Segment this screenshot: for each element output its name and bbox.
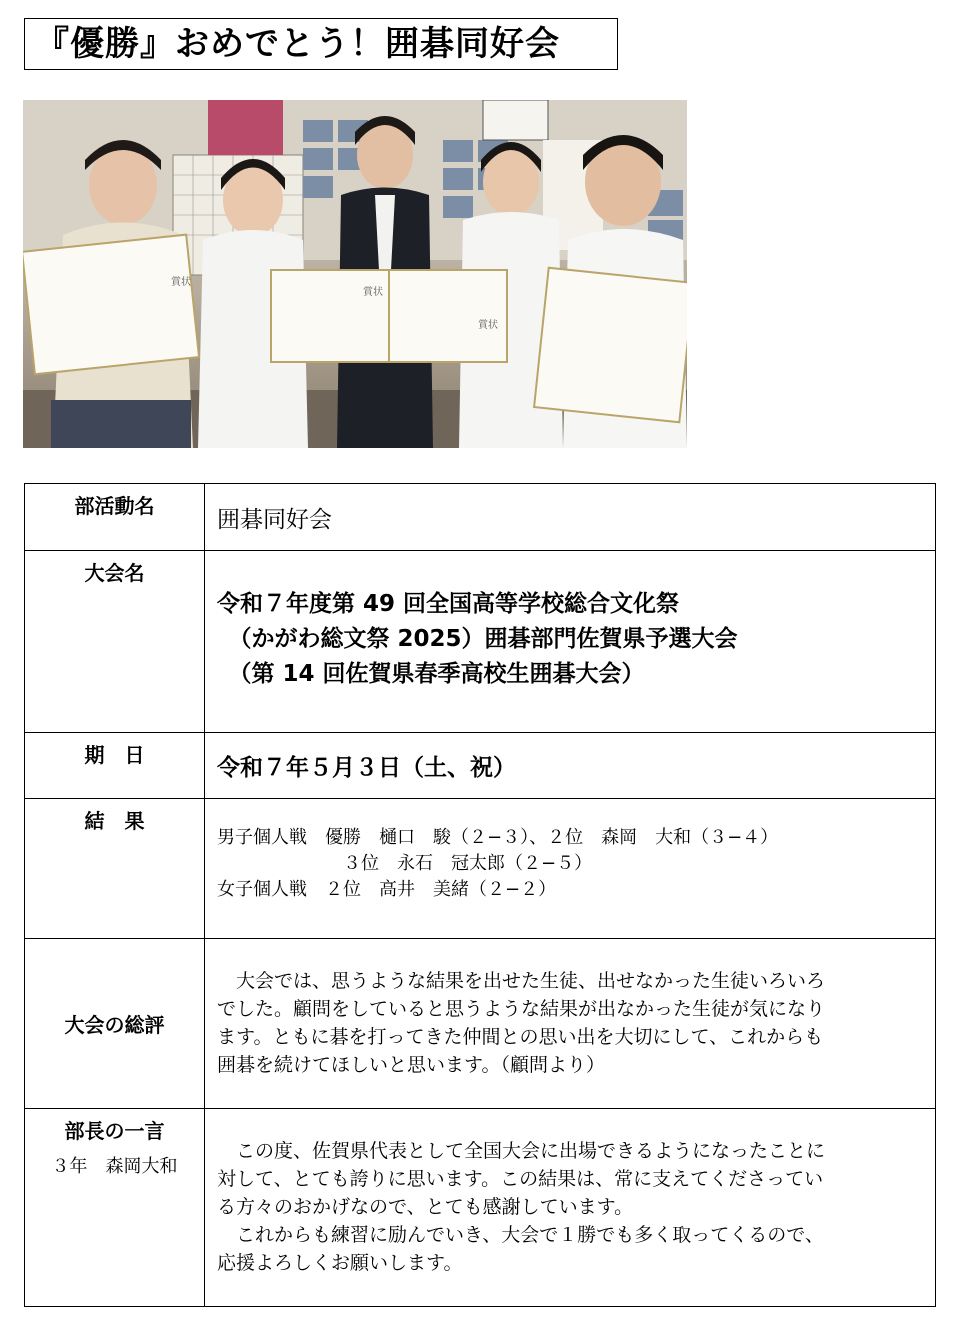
certificate-heading-3: 賞状 (478, 320, 498, 331)
label-date: 期 日 (25, 733, 205, 799)
row-club (25, 484, 936, 551)
event-line-3: （第 14 回佐賀県春季高校生囲碁大会） (217, 661, 645, 687)
captain-line-5: 応援よろしくお願いします。 (217, 1252, 463, 1274)
captain-name: ３年 森岡大和 (51, 1156, 178, 1177)
review-line-3: ます。ともに碁を打ってきた仲間との思い出を大切にして、これからも (217, 1026, 824, 1048)
captain-line-1: この度、佐賀県代表として全国大会に出場できるようになったことに (217, 1140, 826, 1162)
value-event (217, 587, 934, 692)
certificate-heading-2: 賞状 (363, 287, 383, 298)
page-title: 『優勝』おめでとう！囲碁同好会 (24, 18, 618, 70)
label-review: 大会の総評 (25, 939, 205, 1109)
review-line-2: でした。顧問をしていると思うような結果が出なかった生徒が気になり (217, 998, 826, 1020)
label-club: 部活動名 (25, 484, 205, 551)
row-captain (25, 1109, 936, 1307)
group-photo-illustration (23, 100, 687, 448)
captain-line-4: これからも練習に励んでいき、大会で１勝でも多く取ってくるので、 (217, 1224, 824, 1246)
value-captain (217, 1137, 934, 1277)
certificate-heading-1: 賞状 (171, 277, 191, 288)
row-date (25, 733, 936, 799)
group-photo (23, 100, 687, 448)
row-event (25, 551, 936, 733)
event-line-2: （かがわ総文祭 2025）囲碁部門佐賀県予選大会 (217, 626, 738, 652)
label-result: 結 果 (25, 799, 205, 939)
captain-line-2: 対して、とても誇りに思います。この結果は、常に支えてくださってい (217, 1168, 824, 1190)
captain-line-3: る方々のおかげなので、とても感謝しています。 (217, 1196, 634, 1218)
activity-table (24, 483, 936, 1307)
row-result (25, 799, 936, 939)
review-line-1: 大会では、思うような結果を出せた生徒、出せなかった生徒いろいろ (217, 970, 826, 992)
result-line-3: 女子個人戦 ２位 高井 美緒（２−２） (217, 879, 557, 900)
label-captain: 部長の一言 (64, 1119, 165, 1143)
event-line-1: 令和７年度第 49 回全国高等学校総合文化祭 (217, 591, 680, 617)
value-review (217, 967, 934, 1079)
review-line-4: 囲碁を続けてほしいと思います。（顧問より） (217, 1054, 605, 1076)
value-result (217, 825, 934, 903)
result-line-1: 男子個人戦 優勝 樋口 駿（２−３）、２位 森岡 大和（３−４） (217, 827, 779, 848)
row-review (25, 939, 936, 1109)
result-line-2: ３位 永石 冠太郎（２−５） (217, 853, 593, 874)
value-date: 令和７年５月３日（土、祝） (217, 755, 516, 781)
label-event: 大会名 (25, 551, 205, 733)
value-club: 囲碁同好会 (217, 506, 332, 533)
